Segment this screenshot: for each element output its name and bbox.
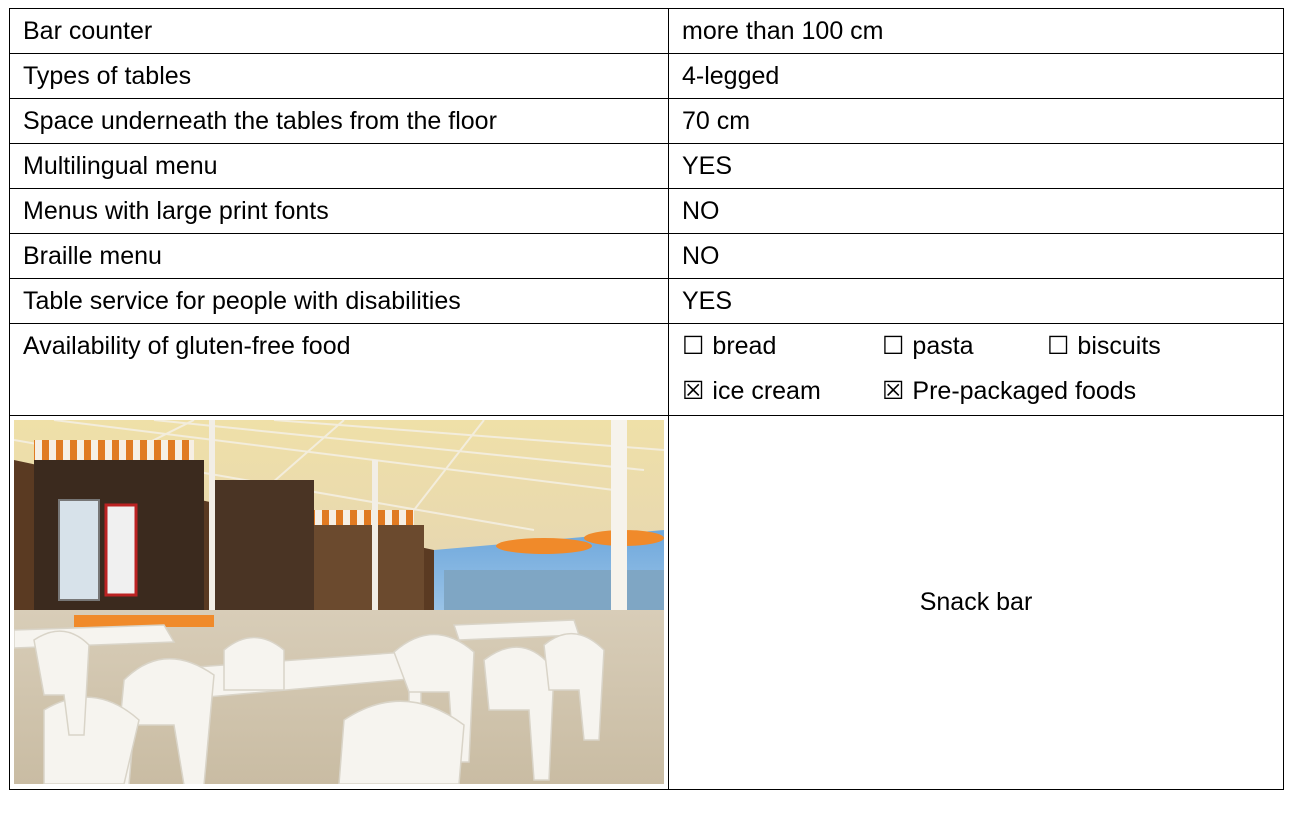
option-pasta <box>882 324 1047 369</box>
options-line-2 <box>682 369 1283 414</box>
option-ice-cream <box>682 369 882 414</box>
row-value: more than 100 cm <box>669 9 1284 54</box>
row-label: Menus with large print fonts <box>10 189 669 234</box>
option-biscuits <box>1047 324 1161 369</box>
table-row <box>10 54 1284 99</box>
checkbox-empty-icon: ☐ <box>882 332 905 360</box>
option-label: pasta <box>912 332 974 360</box>
row-value: 70 cm <box>669 99 1284 144</box>
row-label: Space underneath the tables from the floor <box>10 99 669 144</box>
photo-row <box>10 416 1284 790</box>
accessibility-info-table <box>9 8 1284 790</box>
gluten-free-label: Availability of gluten-free food <box>23 332 351 360</box>
row-label <box>10 324 669 416</box>
option-label: Pre-packaged foods <box>912 377 1137 405</box>
row-value: YES <box>669 144 1284 189</box>
row-label: Bar counter <box>10 9 669 54</box>
row-label: Table service for people with disabilities <box>10 279 669 324</box>
checkbox-empty-icon: ☐ <box>682 332 705 360</box>
table-row <box>10 234 1284 279</box>
table-row <box>10 279 1284 324</box>
option-label: bread <box>712 332 777 360</box>
row-label: Braille menu <box>10 234 669 279</box>
gluten-free-options <box>669 324 1284 416</box>
table-row <box>10 99 1284 144</box>
photo-caption: Snack bar <box>669 416 1284 790</box>
photo-cell <box>10 416 669 790</box>
option-label: ice cream <box>712 377 821 405</box>
row-value: YES <box>669 279 1284 324</box>
table-row <box>10 144 1284 189</box>
row-value: NO <box>669 234 1284 279</box>
row-label: Multilingual menu <box>10 144 669 189</box>
checkbox-checked-icon: ☒ <box>882 377 905 405</box>
row-label: Types of tables <box>10 54 669 99</box>
row-value: NO <box>669 189 1284 234</box>
options-line-1 <box>682 324 1283 369</box>
table-row <box>10 189 1284 234</box>
gluten-free-row <box>10 324 1284 416</box>
checkbox-checked-icon: ☒ <box>682 377 705 405</box>
snack-bar-photo <box>14 420 664 784</box>
row-value: 4-legged <box>669 54 1284 99</box>
option-bread <box>682 324 882 369</box>
option-pre-packaged-foods <box>882 369 1136 414</box>
option-label: biscuits <box>1077 332 1161 360</box>
table-row <box>10 9 1284 54</box>
checkbox-empty-icon: ☐ <box>1047 332 1070 360</box>
